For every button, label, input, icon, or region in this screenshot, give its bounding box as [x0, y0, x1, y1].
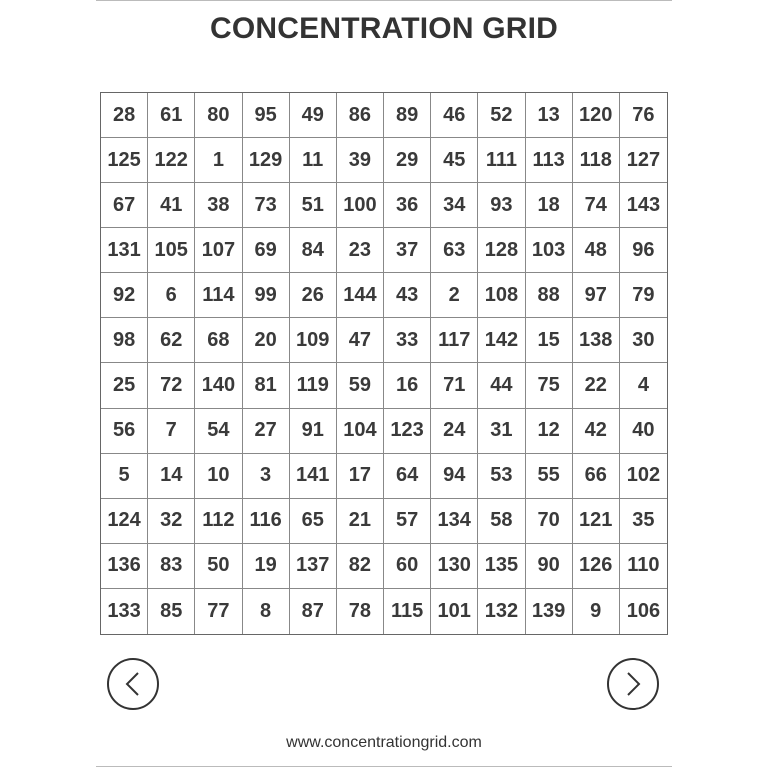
grid-cell[interactable]: 68: [195, 318, 242, 363]
grid-cell[interactable]: 143: [620, 183, 667, 228]
grid-cell[interactable]: 42: [573, 409, 620, 454]
grid-cell[interactable]: 70: [526, 499, 573, 544]
grid-cell[interactable]: 19: [243, 544, 290, 589]
grid-cell[interactable]: 84: [290, 228, 337, 273]
chevron-right-icon: [609, 660, 657, 708]
grid-cell[interactable]: 116: [243, 499, 290, 544]
number-grid: [100, 92, 668, 635]
grid-cell[interactable]: 16: [384, 363, 431, 408]
grid-cell[interactable]: 119: [290, 363, 337, 408]
grid-cell[interactable]: 11: [290, 138, 337, 183]
footer-url: www.concentrationgrid.com: [286, 734, 482, 751]
grid-cell[interactable]: 5: [101, 454, 148, 499]
previous-button[interactable]: [107, 658, 159, 710]
grid-cell[interactable]: 24: [431, 409, 478, 454]
grid-cell[interactable]: 51: [290, 183, 337, 228]
grid-cell[interactable]: 60: [384, 544, 431, 589]
grid-cell[interactable]: 73: [243, 183, 290, 228]
grid-cell[interactable]: 7: [148, 409, 195, 454]
grid-cell[interactable]: 113: [526, 138, 573, 183]
grid-cell[interactable]: 17: [337, 454, 384, 499]
grid-cell[interactable]: 135: [478, 544, 525, 589]
top-divider: [96, 0, 672, 1]
grid-cell[interactable]: 15: [526, 318, 573, 363]
grid-cell[interactable]: 124: [101, 499, 148, 544]
grid-cell[interactable]: 58: [478, 499, 525, 544]
grid-cell[interactable]: 71: [431, 363, 478, 408]
grid-cell[interactable]: 103: [526, 228, 573, 273]
grid-cell[interactable]: 14: [148, 454, 195, 499]
grid-cell[interactable]: 75: [526, 363, 573, 408]
grid-cell[interactable]: 56: [101, 409, 148, 454]
grid-cell[interactable]: 28: [101, 93, 148, 138]
grid-cell[interactable]: 93: [478, 183, 525, 228]
grid-cell[interactable]: 122: [148, 138, 195, 183]
grid-cell[interactable]: 127: [620, 138, 667, 183]
grid-cell[interactable]: 144: [337, 273, 384, 318]
grid-cell[interactable]: 25: [101, 363, 148, 408]
grid-cell[interactable]: 48: [573, 228, 620, 273]
grid-cell[interactable]: 74: [573, 183, 620, 228]
grid-cell[interactable]: 97: [573, 273, 620, 318]
grid-cell[interactable]: 39: [337, 138, 384, 183]
grid-cell[interactable]: 47: [337, 318, 384, 363]
grid-cell[interactable]: 98: [101, 318, 148, 363]
grid-cell[interactable]: 132: [478, 589, 525, 634]
grid-cell[interactable]: 54: [195, 409, 242, 454]
grid-cell[interactable]: 3: [243, 454, 290, 499]
grid-cell[interactable]: 101: [431, 589, 478, 634]
grid-cell[interactable]: 55: [526, 454, 573, 499]
grid-cell[interactable]: 31: [478, 409, 525, 454]
grid-cell[interactable]: 115: [384, 589, 431, 634]
grid-cell[interactable]: 61: [148, 93, 195, 138]
grid-cell[interactable]: 125: [101, 138, 148, 183]
grid-cell[interactable]: 129: [243, 138, 290, 183]
grid-cell[interactable]: 23: [337, 228, 384, 273]
grid-cell[interactable]: 133: [101, 589, 148, 634]
grid-cell[interactable]: 35: [620, 499, 667, 544]
grid-cell[interactable]: 96: [620, 228, 667, 273]
grid-cell[interactable]: 44: [478, 363, 525, 408]
grid-cell[interactable]: 82: [337, 544, 384, 589]
grid-cell[interactable]: 13: [526, 93, 573, 138]
grid-cell[interactable]: 81: [243, 363, 290, 408]
grid-cell[interactable]: 108: [478, 273, 525, 318]
grid-cell[interactable]: 10: [195, 454, 242, 499]
grid-cell[interactable]: 41: [148, 183, 195, 228]
grid-cell[interactable]: 20: [243, 318, 290, 363]
grid-cell[interactable]: 79: [620, 273, 667, 318]
grid-cell[interactable]: 53: [478, 454, 525, 499]
grid-cell[interactable]: 12: [526, 409, 573, 454]
grid-cell[interactable]: 27: [243, 409, 290, 454]
grid-cell[interactable]: 138: [573, 318, 620, 363]
grid-cell[interactable]: 126: [573, 544, 620, 589]
grid-cell[interactable]: 2: [431, 273, 478, 318]
grid-cell[interactable]: 92: [101, 273, 148, 318]
grid-cell[interactable]: 21: [337, 499, 384, 544]
grid-cell[interactable]: 33: [384, 318, 431, 363]
grid-cell[interactable]: 50: [195, 544, 242, 589]
grid-cell[interactable]: 76: [620, 93, 667, 138]
grid-cell[interactable]: 32: [148, 499, 195, 544]
grid-cell[interactable]: 57: [384, 499, 431, 544]
grid-cell[interactable]: 45: [431, 138, 478, 183]
grid-cell[interactable]: 36: [384, 183, 431, 228]
grid-cell[interactable]: 105: [148, 228, 195, 273]
chevron-left-icon: [109, 660, 157, 708]
grid-cell[interactable]: 63: [431, 228, 478, 273]
grid-cell[interactable]: 139: [526, 589, 573, 634]
grid-cell[interactable]: 26: [290, 273, 337, 318]
grid-cell[interactable]: 95: [243, 93, 290, 138]
grid-cell[interactable]: 85: [148, 589, 195, 634]
grid-cell[interactable]: 64: [384, 454, 431, 499]
grid-cell[interactable]: 43: [384, 273, 431, 318]
grid-cell[interactable]: 77: [195, 589, 242, 634]
grid-cell[interactable]: 4: [620, 363, 667, 408]
grid-cell[interactable]: 88: [526, 273, 573, 318]
grid-cell[interactable]: 62: [148, 318, 195, 363]
grid-cell[interactable]: 86: [337, 93, 384, 138]
grid-cell[interactable]: 1: [195, 138, 242, 183]
grid-cell[interactable]: 34: [431, 183, 478, 228]
grid-cell[interactable]: 102: [620, 454, 667, 499]
grid-cell[interactable]: 90: [526, 544, 573, 589]
grid-cell[interactable]: 120: [573, 93, 620, 138]
grid-cell[interactable]: 9: [573, 589, 620, 634]
grid-cell[interactable]: 38: [195, 183, 242, 228]
grid-cell[interactable]: 49: [290, 93, 337, 138]
grid-cell[interactable]: 37: [384, 228, 431, 273]
grid-cell[interactable]: 106: [626, 599, 661, 622]
grid-cell[interactable]: 140: [195, 363, 242, 408]
grid-cell[interactable]: 66: [573, 454, 620, 499]
grid-cell[interactable]: 80: [195, 93, 242, 138]
grid-cell[interactable]: 118: [573, 138, 620, 183]
grid-cell[interactable]: 109: [290, 318, 337, 363]
grid-cell[interactable]: 137: [290, 544, 337, 589]
grid-cell[interactable]: 117: [431, 318, 478, 363]
grid-cell[interactable]: 59: [337, 363, 384, 408]
grid-cell[interactable]: 136: [101, 544, 148, 589]
page-title: CONCENTRATION GRID: [209, 12, 559, 45]
grid-cell[interactable]: 114: [195, 273, 242, 318]
grid-cell[interactable]: 111: [478, 138, 525, 183]
grid-cell[interactable]: 99: [243, 273, 290, 318]
grid-cell[interactable]: 65: [290, 499, 337, 544]
grid-cell[interactable]: 128: [478, 228, 525, 273]
grid-cell[interactable]: 104: [337, 409, 384, 454]
grid-cell[interactable]: 67: [101, 183, 148, 228]
grid-cell[interactable]: 89: [384, 93, 431, 138]
grid-cell[interactable]: 100: [337, 183, 384, 228]
grid-cell[interactable]: 83: [148, 544, 195, 589]
grid-cell[interactable]: 142: [478, 318, 525, 363]
grid-cell[interactable]: 130: [431, 544, 478, 589]
grid-cell[interactable]: 112: [195, 499, 242, 544]
grid-cell[interactable]: 110: [620, 544, 667, 589]
grid-cell[interactable]: 87: [290, 589, 337, 634]
grid-cell[interactable]: 123: [384, 409, 431, 454]
grid-cell[interactable]: 29: [384, 138, 431, 183]
grid-cell[interactable]: 131: [101, 228, 148, 273]
grid-cell[interactable]: 141: [290, 454, 337, 499]
grid-cell[interactable]: 40: [620, 409, 667, 454]
bottom-divider: [96, 766, 672, 767]
grid-cell[interactable]: 107: [195, 228, 242, 273]
next-button[interactable]: [607, 658, 659, 710]
grid-cell[interactable]: 91: [290, 409, 337, 454]
grid-cell[interactable]: 8: [243, 589, 290, 634]
grid-cell[interactable]: 22: [573, 363, 620, 408]
grid-cell[interactable]: 6: [148, 273, 195, 318]
grid-cell[interactable]: 69: [243, 228, 290, 273]
grid-cell[interactable]: 134: [431, 499, 478, 544]
grid-cell[interactable]: 121: [573, 499, 620, 544]
grid-cell[interactable]: 78: [337, 589, 384, 634]
grid-cell[interactable]: 18: [526, 183, 573, 228]
grid-cell[interactable]: 94: [431, 454, 478, 499]
grid-cell[interactable]: 30: [620, 318, 667, 363]
grid-cell[interactable]: 72: [148, 363, 195, 408]
grid-cell[interactable]: 46: [431, 93, 478, 138]
grid-cell[interactable]: 52: [478, 93, 525, 138]
